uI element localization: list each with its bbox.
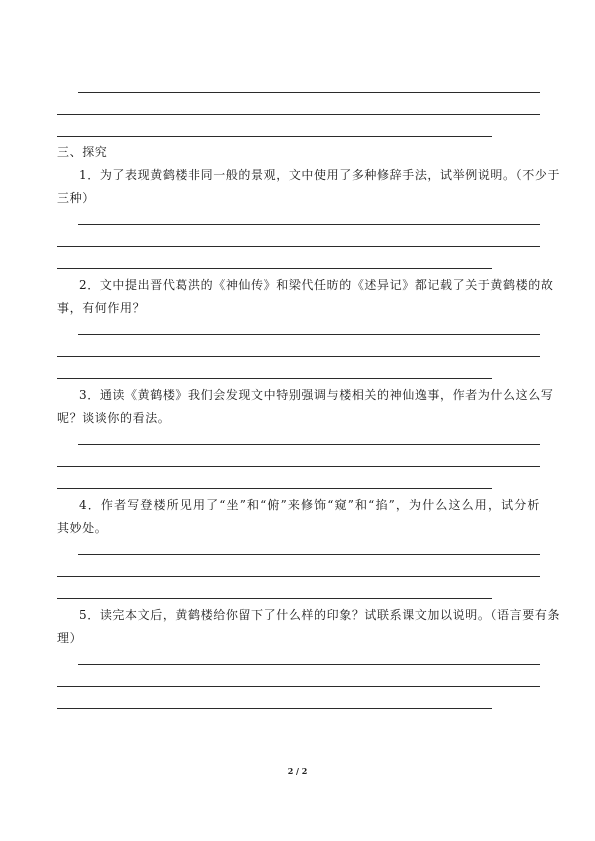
question-1-line-1: 1．为了表现黄鹤楼非同一般的景观，文中使用了多种修辞手法，试举例说明。（不少于 bbox=[79, 168, 561, 182]
question-2-line-2: 事，有何作用？ bbox=[57, 301, 146, 315]
answer-line bbox=[78, 92, 540, 93]
question-3-line-1: 3．通读《黄鹤楼》我们会发现文中特别强调与楼相关的神仙逸事，作者为什么这么写 bbox=[79, 388, 554, 402]
question-5-line-2: 理） bbox=[57, 631, 83, 645]
answer-line bbox=[57, 114, 540, 115]
answer-line bbox=[57, 136, 492, 137]
answer-line bbox=[78, 444, 540, 445]
answer-line bbox=[78, 554, 540, 555]
question-4-line-1: 4．作者写登楼所见用了“坐”和“俯”来修饰“窥”和“掐”，为什么这么用，试分析 bbox=[79, 498, 540, 512]
question-5-line-1: 5．读完本文后，黄鹤楼给你留下了什么样的印象？试联系课文加以说明。（语言要有条 bbox=[79, 608, 561, 622]
answer-line bbox=[57, 378, 492, 379]
answer-line bbox=[78, 664, 540, 665]
question-2-line-1: 2．文中提出晋代葛洪的《神仙传》和梁代任昉的《述异记》都记载了关于黄鹤楼的故 bbox=[79, 278, 554, 292]
answer-line bbox=[78, 334, 540, 335]
question-1-line-2: 三种） bbox=[57, 191, 95, 205]
section-heading: 三、探究 bbox=[57, 145, 108, 159]
answer-line bbox=[57, 576, 540, 577]
answer-line bbox=[57, 598, 492, 599]
answer-line bbox=[78, 224, 540, 225]
answer-line bbox=[57, 246, 540, 247]
answer-line bbox=[57, 488, 492, 489]
page-number: 2 / 2 bbox=[287, 766, 308, 776]
answer-line bbox=[57, 356, 540, 357]
question-4-line-2: 其妙处。 bbox=[57, 521, 108, 535]
question-3-line-2: 呢？谈谈你的看法。 bbox=[57, 411, 171, 425]
answer-line bbox=[57, 686, 540, 687]
answer-line bbox=[57, 708, 492, 709]
answer-line bbox=[57, 466, 540, 467]
answer-line bbox=[57, 268, 492, 269]
